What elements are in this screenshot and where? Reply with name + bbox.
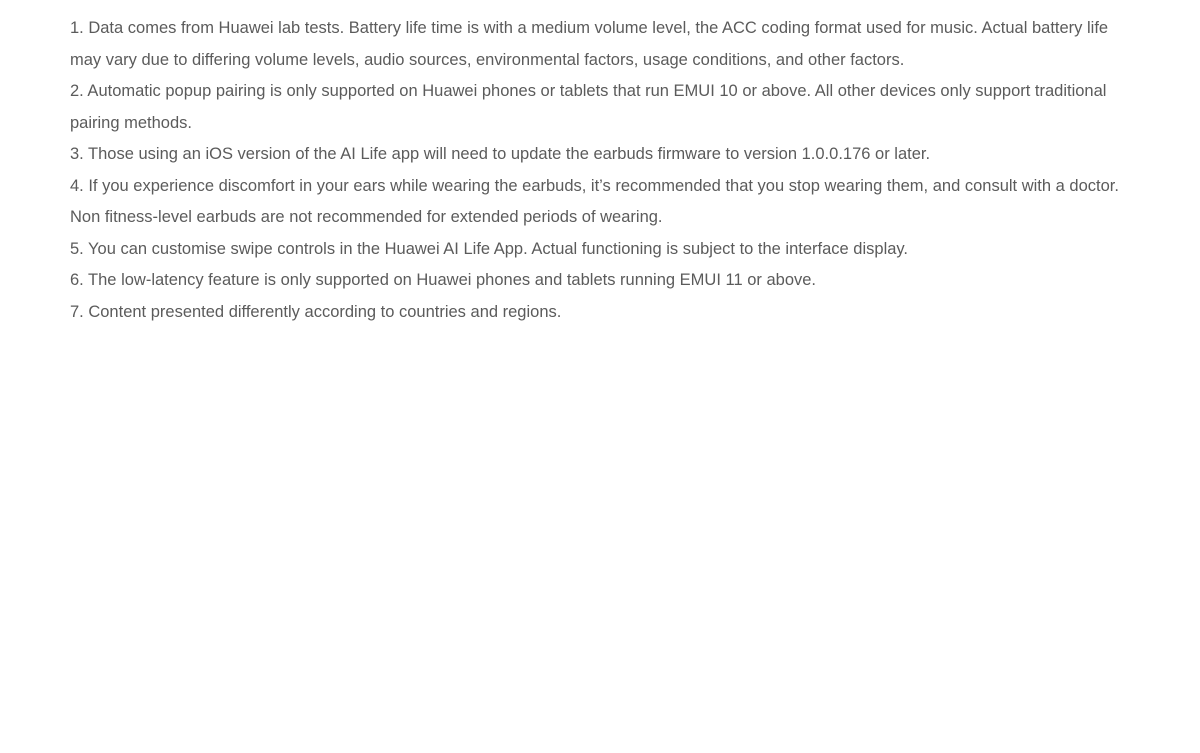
note-comfort: 4. If you experience discomfort in your ears while wearing the earbuds, it’s recommended that you stop wearing them, and consult with a doctor. Non fitness-level earbuds are not recommended for extended periods of wearing. [70, 176, 1119, 226]
note-battery-life: 1. Data comes from Huawei lab tests. Battery life time is with a medium volume level, the ACC coding format used for music. Actual battery life may vary due to differing volume levels, audio sources, environmental factors, usage conditions, and other factors. [70, 19, 1109, 69]
note-ios-firmware: 3. Those using an iOS version of the AI Life app will need to update the earbuds firmware to version 1.0.0.176 or later. [70, 145, 931, 163]
note-swipe-controls: 5. You can customise swipe controls in the Huawei AI Life App. Actual functioning is subject to the interface display. [70, 239, 909, 258]
disclaimer-notes [70, 13, 1130, 328]
note-regional-content: 7. Content presented differently according to countries and regions. [70, 302, 562, 321]
note-popup-pairing: 2. Automatic popup pairing is only supported on Huawei phones or tablets that run EMUI 10 or above. All other devices only support traditional pairing methods. [70, 82, 1107, 132]
note-low-latency: 6. The low-latency feature is only supported on Huawei phones and tablets running EMUI 11 or above. [70, 271, 817, 289]
